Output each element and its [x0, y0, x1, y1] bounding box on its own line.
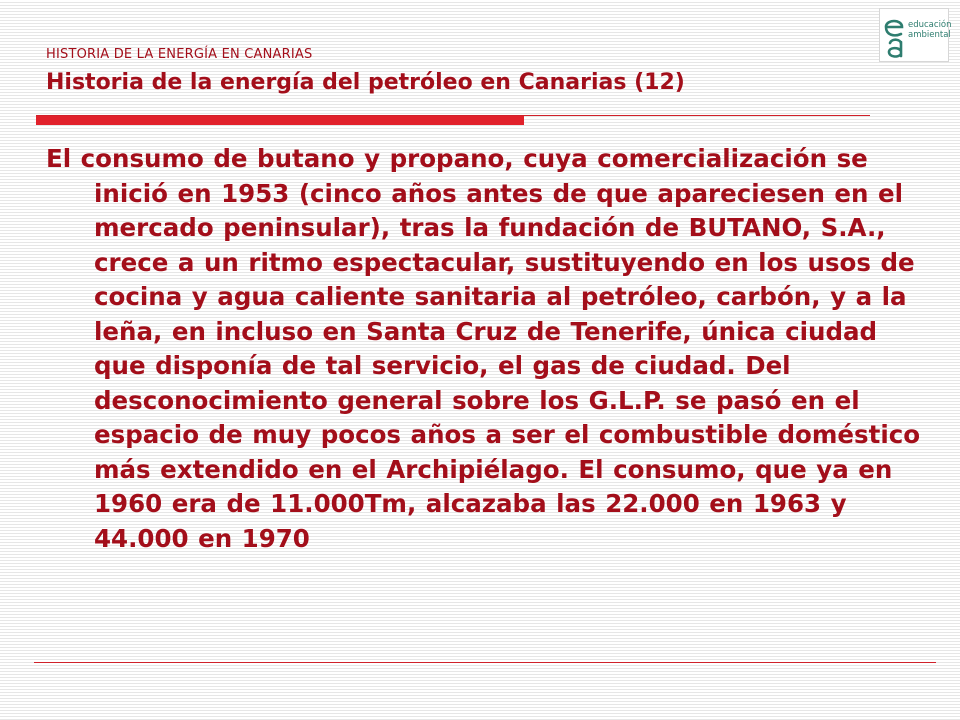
logo-text	[908, 20, 952, 40]
slide-supertitle: HISTORIA DE LA ENERGÍA EN CANARIAS	[46, 47, 313, 62]
title-accent-bar	[36, 116, 524, 125]
slide-body-text: El consumo de butano y propano, cuya comercialización se inició en 1953 (cinco años antes de que apareciesen en el mercado peninsular), tras la fundación de BUTANO, S.A., crece a un ritmo espectacular, sustituyendo en los usos de cocina y agua caliente sanitaria al petróleo, carbón, y a la leña, en incluso en Santa Cruz de Tenerife, única ciudad que disponía de tal servicio, el gas de ciudad. Del desconocimiento general sobre los G.L.P. se pasó en el espacio de muy pocos años a ser el combustible doméstico más extendido en el Archipiélago. El consumo, que ya en 1960 era de 11.000Tm, alcazaba las 22.000 en 1963 y 44.000 en 1970	[46, 144, 921, 553]
logo-line-1: educación	[908, 20, 952, 30]
logo-line-2: ambiental	[908, 30, 951, 40]
slide-title: Historia de la energía del petróleo en Canarias (12)	[46, 70, 685, 95]
footer-divider-line	[34, 662, 936, 663]
educacion-ambiental-logo	[879, 8, 952, 62]
